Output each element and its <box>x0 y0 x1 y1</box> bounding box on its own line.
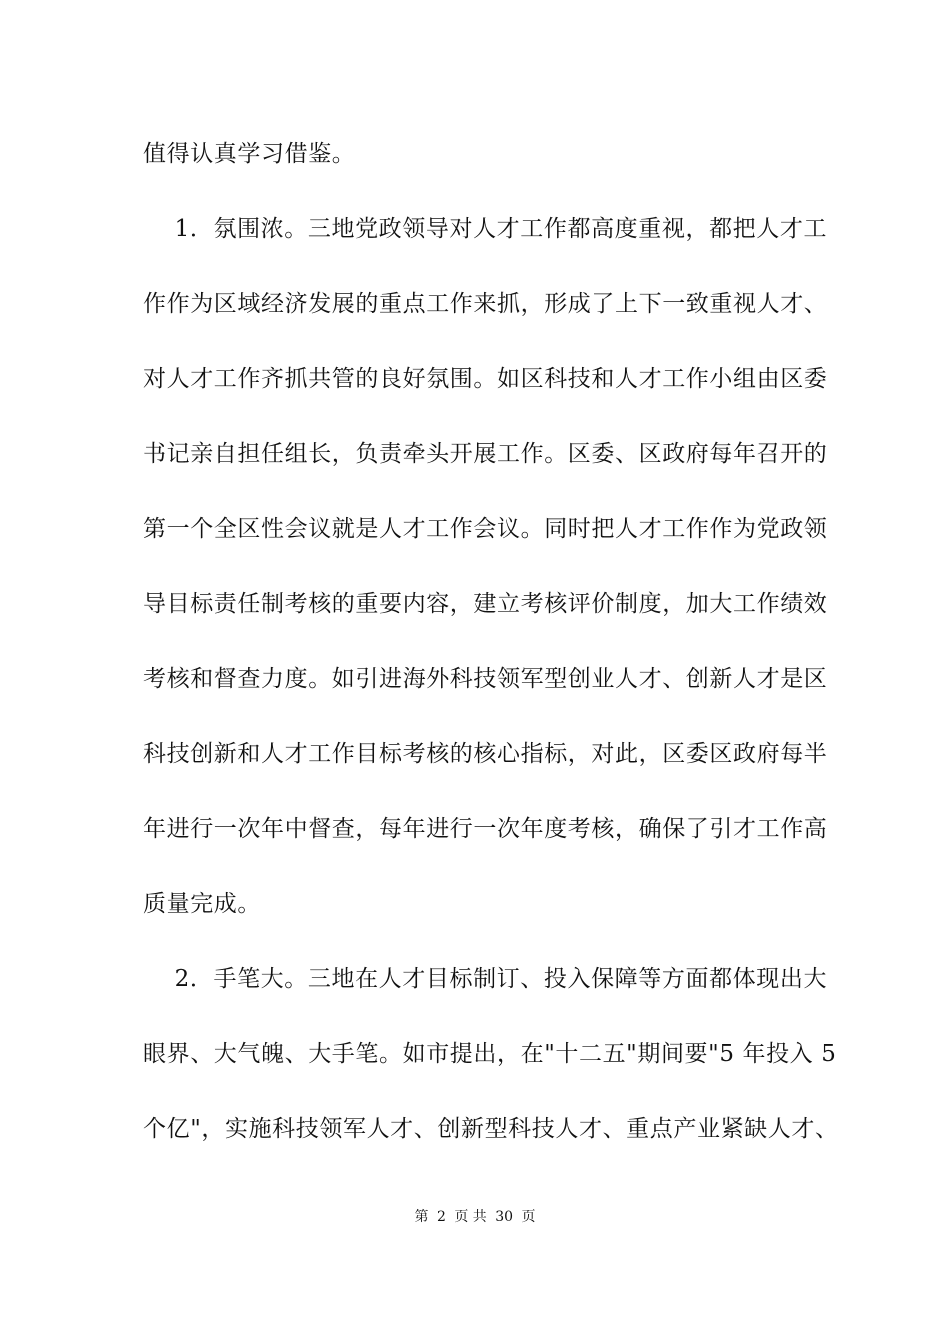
text-line: 书记亲自担任组长，负责牵头开展工作。区委、区政府每年召开的 <box>143 441 828 467</box>
text-line: 年进行一次年中督查，每年进行一次年度考核，确保了引才工作高 <box>143 816 828 842</box>
text-line: 作作为区域经济发展的重点工作来抓，形成了上下一致重视人才、 <box>143 291 828 317</box>
text-line: 考核和督查力度。如引进海外科技领军型创业人才、创新人才是区 <box>143 666 828 692</box>
footer-suffix: 页 <box>521 1209 536 1225</box>
footer-total-pages: 30 <box>495 1209 514 1225</box>
footer-middle: 页 共 <box>454 1209 487 1225</box>
text-line: 2．手笔大。三地在人才目标制订、投入保障等方面都体现出大 <box>143 966 828 992</box>
text-line: 1．氛围浓。三地党政领导对人才工作都高度重视，都把人才工 <box>143 216 828 242</box>
text-line: 导目标责任制考核的重要内容，建立考核评价制度，加大工作绩效 <box>143 591 828 617</box>
text-line: 对人才工作齐抓共管的良好氛围。如区科技和人才工作小组由区委 <box>143 366 828 392</box>
text-line: 第一个全区性会议就是人才工作会议。同时把人才工作作为党政领 <box>143 516 828 542</box>
page-footer <box>0 1208 950 1226</box>
text-line: 眼界、大气魄、大手笔。如市提出，在"十二五"期间要"5 年投入 5 <box>143 1041 837 1067</box>
text-line: 值得认真学习借鉴。 <box>143 141 356 167</box>
text-line: 质量完成。 <box>143 891 261 917</box>
text-line: 科技创新和人才工作目标考核的核心指标，对此，区委区政府每半 <box>143 741 828 767</box>
footer-prefix: 第 <box>414 1209 429 1225</box>
footer-page-number: 2 <box>436 1209 446 1225</box>
text-line: 个亿"，实施科技领军人才、创新型科技人才、重点产业紧缺人才、 <box>143 1116 839 1142</box>
